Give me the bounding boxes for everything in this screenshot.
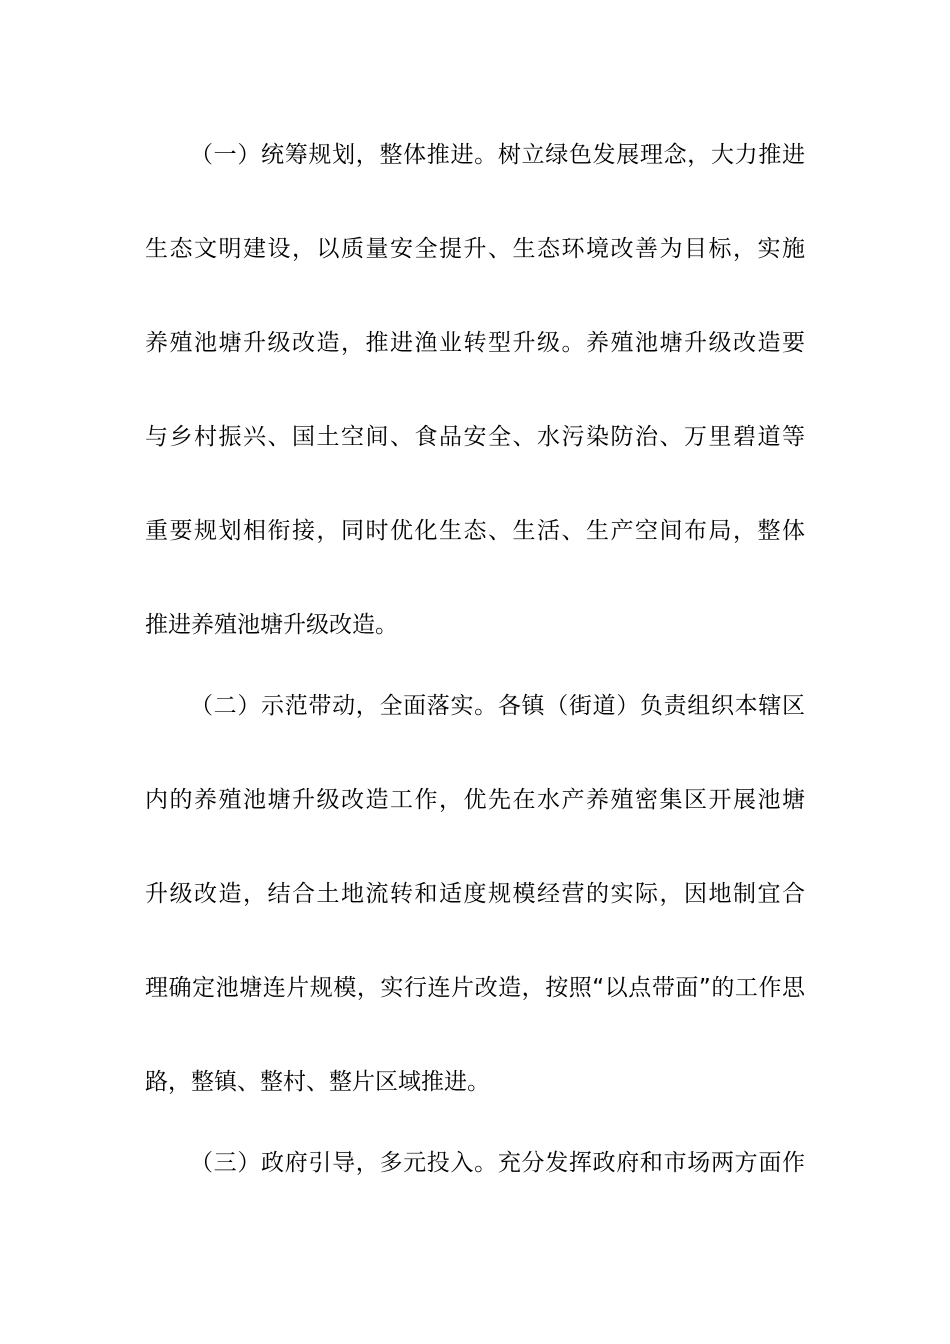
paragraph-1-line-6: 推进养殖池塘升级改造。: [145, 612, 398, 638]
paragraph-2-line-4: 理确定池塘连片规模，实行连片改造，按照“以点带面”的工作思: [145, 975, 805, 1001]
paragraph-1-line-2: 生态文明建设，以质量安全提升、生态环境改善为目标，实施: [145, 236, 805, 262]
paragraph-2-line-5: 路，整镇、整村、整片区域推进。: [145, 1069, 490, 1095]
paragraph-2-line-2: 内的养殖池塘升级改造工作，优先在水产养殖密集区开展池塘: [145, 787, 805, 813]
paragraph-1-line-3: 养殖池塘升级改造，推进渔业转型升级。养殖池塘升级改造要: [145, 330, 805, 356]
paragraph-1-line-4: 与乡村振兴、国土空间、食品安全、水污染防治、万里碧道等: [145, 424, 805, 450]
paragraph-2-line-3: 升级改造，结合土地流转和适度规模经营的实际，因地制宜合: [145, 881, 805, 907]
paragraph-3-line-1: （三）政府引导，多元投入。充分发挥政府和市场两方面作: [190, 1150, 805, 1176]
paragraph-1-line-5: 重要规划相衔接，同时优化生态、生活、生产空间布局，整体: [145, 518, 805, 544]
paragraph-1-line-1: （一）统筹规划，整体推进。树立绿色发展理念，大力推进: [190, 142, 805, 168]
paragraph-2-line-1: （二）示范带动，全面落实。各镇（街道）负责组织本辖区: [190, 693, 805, 719]
